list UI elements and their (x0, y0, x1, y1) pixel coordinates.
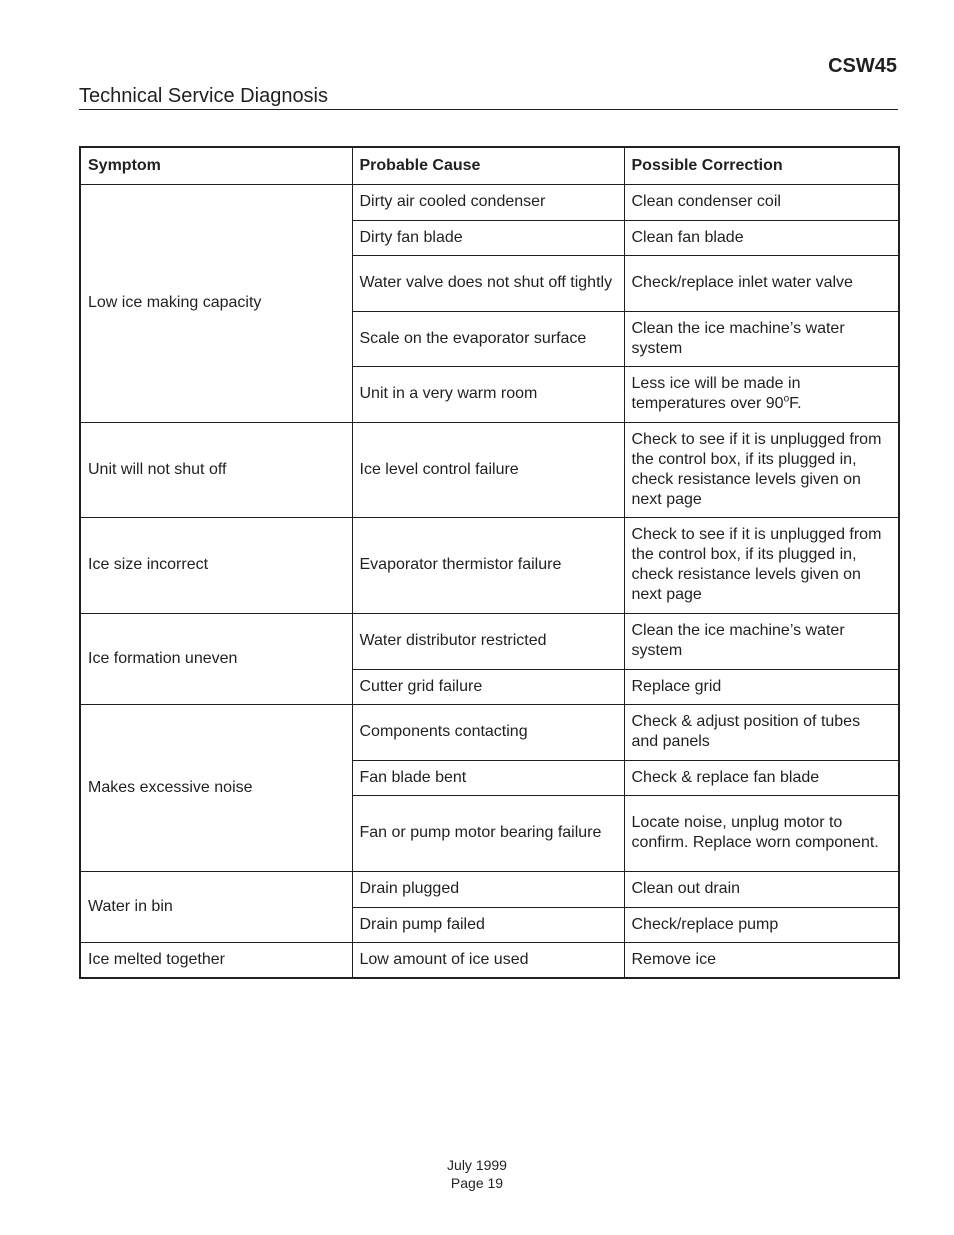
diagnosis-table (79, 146, 900, 979)
possible-correction-cell: Remove ice (624, 942, 899, 978)
possible-correction-cell: Check to see if it is unplugged from the control box, if its plugged in, check resistance levels given on next page (624, 422, 899, 517)
probable-cause-cell: Cutter grid failure (352, 669, 624, 704)
possible-correction-cell: Locate noise, unplug motor to confirm. Replace worn component. (624, 795, 899, 871)
possible-correction-cell (624, 366, 899, 422)
symptom-cell: Water in bin (80, 871, 352, 942)
possible-correction-cell: Check & adjust position of tubes and panels (624, 704, 899, 760)
possible-correction-cell: Clean condenser coil (624, 184, 899, 220)
probable-cause-cell: Drain plugged (352, 871, 624, 907)
probable-cause-cell: Drain pump failed (352, 907, 624, 942)
column-header-possible-correction: Possible Correction (624, 147, 899, 184)
page-title: Technical Service Diagnosis (79, 85, 329, 107)
probable-cause-cell: Scale on the evaporator surface (352, 311, 624, 366)
probable-cause-cell: Components contacting (352, 704, 624, 760)
table-row (80, 613, 899, 669)
table-row (80, 422, 899, 517)
possible-correction-cell: Check/replace pump (624, 907, 899, 942)
possible-correction-cell: Clean out drain (624, 871, 899, 907)
table-row (80, 184, 899, 220)
table-row (80, 942, 899, 978)
title-underline (79, 109, 898, 110)
probable-cause-cell: Fan blade bent (352, 760, 624, 795)
probable-cause-cell: Dirty fan blade (352, 220, 624, 255)
column-header-probable-cause: Probable Cause (352, 147, 624, 184)
table-body (80, 184, 899, 978)
probable-cause-cell: Dirty air cooled condenser (352, 184, 624, 220)
symptom-cell: Ice size incorrect (80, 517, 352, 613)
possible-correction-cell: Replace grid (624, 669, 899, 704)
possible-correction-cell: Clean the ice machine’s water system (624, 613, 899, 669)
possible-correction-cell: Clean the ice machine’s water system (624, 311, 899, 366)
document-model-number: CSW45 (828, 55, 897, 77)
probable-cause-cell: Low amount of ice used (352, 942, 624, 978)
symptom-cell: Ice formation uneven (80, 613, 352, 704)
symptom-cell: Makes excessive noise (80, 704, 352, 871)
symptom-cell: Unit will not shut off (80, 422, 352, 517)
possible-correction-cell: Check/replace inlet water valve (624, 255, 899, 311)
footer-page-number: Page 19 (450, 1175, 504, 1191)
symptom-cell: Low ice making capacity (80, 184, 352, 422)
correction-text: Less ice will be made in temperatures over 90 (631, 375, 801, 412)
footer-date: July 1999 (447, 1157, 507, 1173)
correction-text-tail: F. (789, 395, 802, 412)
possible-correction-cell: Check to see if it is unplugged from the control box, if its plugged in, check resistance levels given on next page (624, 517, 899, 613)
probable-cause-cell: Water valve does not shut off tightly (352, 255, 624, 311)
degree-superscript: o (783, 393, 790, 405)
possible-correction-cell: Check & replace fan blade (624, 760, 899, 795)
probable-cause-cell: Evaporator thermistor failure (352, 517, 624, 613)
probable-cause-cell: Ice level control failure (352, 422, 624, 517)
page-footer (0, 1156, 954, 1192)
column-header-symptom: Symptom (80, 147, 352, 184)
symptom-cell: Ice melted together (80, 942, 352, 978)
probable-cause-cell: Fan or pump motor bearing failure (352, 795, 624, 871)
probable-cause-cell: Unit in a very warm room (352, 366, 624, 422)
table-row (80, 704, 899, 760)
possible-correction-cell: Clean fan blade (624, 220, 899, 255)
table-row (80, 871, 899, 907)
probable-cause-cell: Water distributor restricted (352, 613, 624, 669)
table-row (80, 517, 899, 613)
table-header-row (80, 147, 899, 184)
